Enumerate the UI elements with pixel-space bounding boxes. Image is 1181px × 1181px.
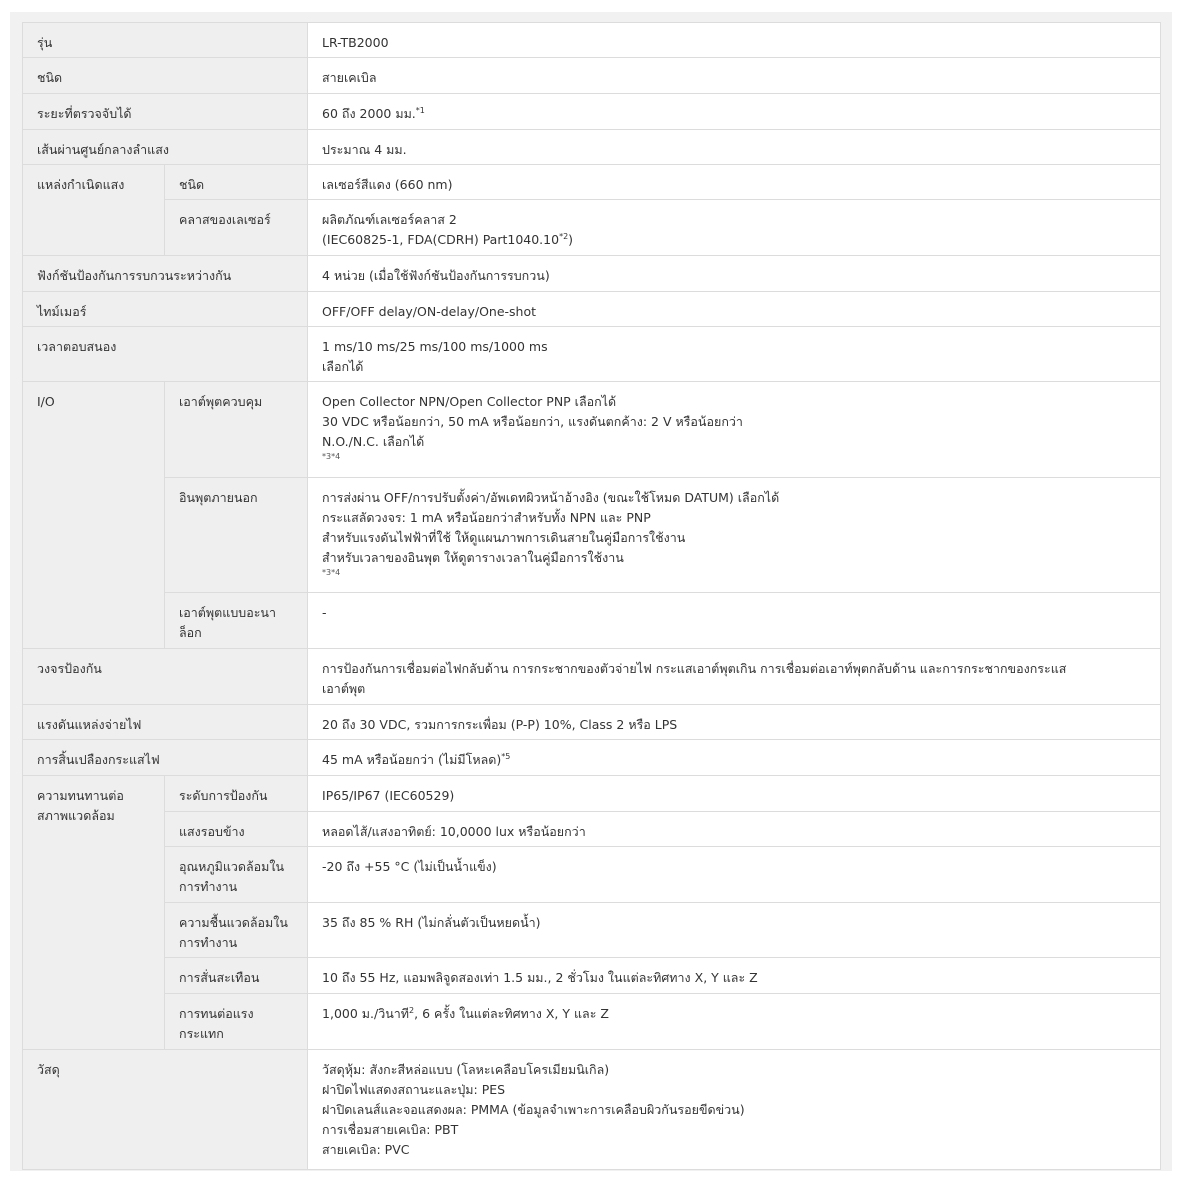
value-line: N.O./N.C. เลือกได้ [322,434,425,449]
value-line: วัสดุหุ้ม: สังกะสีหล่อแบบ (โลหะเคลือบโครเมียมนิเกิล) [322,1062,610,1077]
table-row [23,847,1161,903]
row-label: ฟังก์ชันป้องกันการรบกวนระหว่างกัน [23,256,308,292]
row-value: OFF/OFF delay/ON-delay/One-shot [308,292,1161,327]
row-label: ไทม์เมอร์ [23,292,308,327]
row-value: - [308,593,1161,649]
table-row [23,23,1161,58]
label-line: ความทนทานต่อ [37,788,124,803]
table-row [23,593,1161,649]
value-text: , 6 ครั้ง ในแต่ละทิศทาง X, Y และ Z [414,1006,609,1021]
table-row [23,130,1161,165]
spec-panel [10,12,1172,1171]
footnote-ref: *1 [415,106,425,115]
label-line: ความชื้นแวดล้อมใน [179,915,288,930]
row-value [308,994,1161,1050]
row-value: ประมาณ 4 มม. [308,130,1161,165]
value-line: การเชื่อมสายเคเบิล: PBT [322,1122,459,1137]
value-line: 30 VDC หรือน้อยกว่า, 50 mA หรือน้อยกว่า, แรงดันตกค้าง: 2 V หรือน้อยกว่า [322,414,743,429]
sub-label [165,847,308,903]
table-row [23,903,1161,958]
row-value: IP65/IP67 (IEC60529) [308,776,1161,812]
value-text: 60 ถึง 2000 มม. [322,106,416,121]
table-row [23,382,1161,478]
label-line: การทนต่อแรง [179,1006,254,1021]
table-row [23,994,1161,1050]
table-row [23,740,1161,776]
value-line: การป้องกันการเชื่อมต่อไฟกลับด้าน การกระชากของตัวจ่ายไฟ กระแสเอาต์พุตเกิน การเชื่อมต่อเอาท์พุตกลับด้าน และการกระชากของกระแส [322,661,1067,676]
table-row [23,649,1161,705]
row-value [308,200,1161,256]
label-line: เอาต์พุตแบบอะนา [179,605,276,620]
value-line: 1 ms/10 ms/25 ms/100 ms/1000 ms [322,339,548,354]
spec-table [22,22,1161,1170]
table-row [23,705,1161,740]
row-value [308,478,1161,593]
sub-label: การสั่นสะเทือน [165,958,308,994]
row-value [308,327,1161,382]
row-label: เส้นผ่านศูนย์กลางลำแสง [23,130,308,165]
value-line: กระแสลัดวงจร: 1 mA หรือน้อยกว่าสำหรับทั้ง NPN และ PNP [322,510,651,525]
value-line: Open Collector NPN/Open Collector PNP เลือกได้ [322,394,617,409]
row-label: เวลาตอบสนอง [23,327,308,382]
row-label: วัสดุ [23,1050,308,1170]
value-line: ฝาปิดไฟแสดงสถานะและปุ่ม: PES [322,1082,506,1097]
value-line [322,230,1146,250]
row-label: วงจรป้องกัน [23,649,308,705]
table-row [23,958,1161,994]
row-value: -20 ถึง +55 °C (ไม่เป็นน้ำแข็ง) [308,847,1161,903]
row-value: LR-TB2000 [308,23,1161,58]
label-line: การทำงาน [179,935,238,950]
row-value [308,740,1161,776]
group-label: แหล่งกำเนิดแสง [23,165,165,256]
table-row [23,478,1161,593]
footnote-note: *3*4 [322,568,341,577]
row-value [308,1050,1161,1170]
table-row [23,812,1161,847]
value-text: ) [568,232,574,247]
value-line: การส่งผ่าน OFF/การปรับตั้งค่า/อัพเดทผิวหน้าอ้างอิง (ขณะใช้โหมด DATUM) เลือกได้ [322,490,780,505]
label-line: อุณหภูมิแวดล้อมใน [179,859,285,874]
row-label: ชนิด [23,58,308,94]
value-line: สายเคเบิล: PVC [322,1142,410,1157]
sub-label: แสงรอบข้าง [165,812,308,847]
sub-label: เอาต์พุตควบคุม [165,382,308,478]
table-row [23,292,1161,327]
sub-label [165,903,308,958]
table-row [23,200,1161,256]
value-line: สำหรับเวลาของอินพุต ให้ดูตารางเวลาในคู่มือการใช้งาน [322,550,624,565]
row-value [308,649,1161,705]
label-line: ล็อก [179,625,202,640]
footnote-ref: *5 [501,752,511,761]
row-value [308,382,1161,478]
value-line: เลือกได้ [322,359,364,374]
label-line: กระแทก [179,1026,224,1041]
table-row [23,776,1161,812]
value-line: เอาต์พุต [322,681,366,696]
table-row [23,94,1161,130]
label-line: สภาพแวดล้อม [37,808,115,823]
row-value: 10 ถึง 55 Hz, แอมพลิจูดสองเท่า 1.5 มม., 2 ชั่วโมง ในแต่ละทิศทาง X, Y และ Z [308,958,1161,994]
sub-label [165,593,308,649]
superscript: 2 [409,1006,415,1015]
row-value: 35 ถึง 85 % RH (ไม่กลั่นตัวเป็นหยดน้ำ) [308,903,1161,958]
table-row [23,327,1161,382]
group-label [23,776,165,1050]
row-label: การสิ้นเปลืองกระแสไฟ [23,740,308,776]
row-value [308,94,1161,130]
row-label: ระยะที่ตรวจจับได้ [23,94,308,130]
row-value: 4 หน่วย (เมื่อใช้ฟังก์ชันป้องกันการรบกวน) [308,256,1161,292]
sub-label: คลาสของเลเซอร์ [165,200,308,256]
row-label: รุ่น [23,23,308,58]
group-label: I/O [23,382,165,649]
value-line: ฝาปิดเลนส์และจอแสดงผล: PMMA (ข้อมูลจำเพาะการเคลือบผิวกันรอยขีดข่วน) [322,1102,745,1117]
footnote-note: *3*4 [322,452,341,461]
sub-label [165,994,308,1050]
footnote-ref: *2 [559,232,569,241]
row-label: แรงดันแหล่งจ่ายไฟ [23,705,308,740]
value-text: 1,000 ม./วินาที [322,1006,410,1021]
sub-label: อินพุตภายนอก [165,478,308,593]
sub-label: ระดับการป้องกัน [165,776,308,812]
row-value: 20 ถึง 30 VDC, รวมการกระเพื่อม (P-P) 10%, Class 2 หรือ LPS [308,705,1161,740]
value-line: ผลิตภัณฑ์เลเซอร์คลาส 2 [322,212,457,227]
sub-label: ชนิด [165,165,308,200]
value-text: (IEC60825-1, FDA(CDRH) Part1040.10 [322,232,560,247]
table-row [23,58,1161,94]
label-line: การทำงาน [179,879,238,894]
value-text: 45 mA หรือน้อยกว่า (ไม่มีโหลด) [322,752,502,767]
row-value: เลเซอร์สีแดง (660 nm) [308,165,1161,200]
value-line: สำหรับแรงดันไฟฟ้าที่ใช้ ให้ดูแผนภาพการเดินสายในคู่มือการใช้งาน [322,530,686,545]
table-row [23,165,1161,200]
row-value: สายเคเบิล [308,58,1161,94]
table-row [23,1050,1161,1170]
table-row [23,256,1161,292]
row-value: หลอดไส้/แสงอาทิตย์: 10,0000 lux หรือน้อยกว่า [308,812,1161,847]
